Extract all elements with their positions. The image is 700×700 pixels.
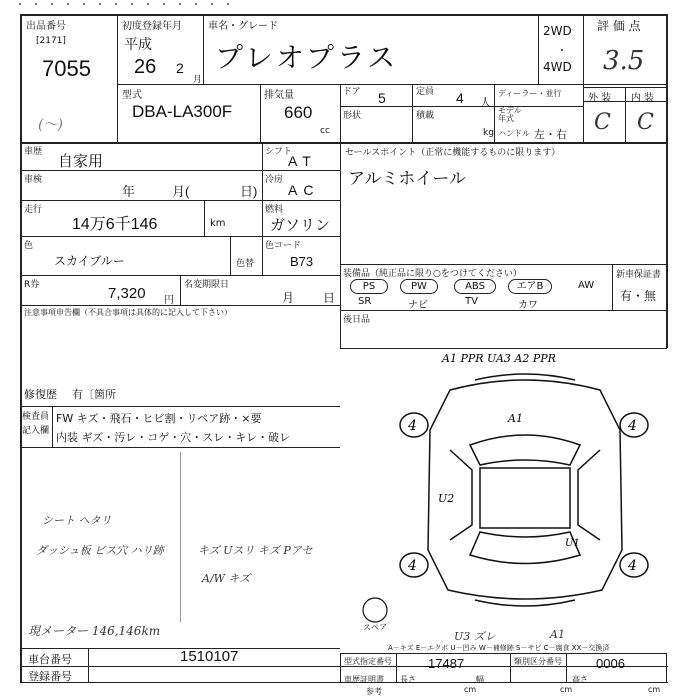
handle-label: ハンドル (498, 129, 530, 138)
paint-label: 色替 (236, 259, 255, 269)
registration-month-unit: 月 (193, 75, 203, 85)
model-cert-value: 17487 (428, 656, 465, 671)
handwritten-line3: キズ Uスリ キズ Pアセ (198, 544, 313, 557)
name-change-label: 名変期限日 (184, 280, 230, 290)
ref-width-unit: cm (560, 685, 573, 694)
drive-2wd: 2WD (543, 24, 572, 38)
ref-label: 参考 (366, 687, 382, 696)
repair-label: 修復歴 (24, 388, 57, 401)
model-label: 型式 (122, 90, 142, 101)
equipment-label: 装備品（純正品に限り○をつけてください） (343, 269, 522, 279)
model-year-label: モデル 年式 (498, 106, 522, 123)
capacity-value: 4 (456, 90, 464, 106)
diagram-u1: U1 (565, 538, 580, 549)
diagram-a1b-note: A1 (550, 628, 565, 641)
handwritten-line2: ダッシュ板 ビス穴 ハリ跡 (36, 544, 164, 557)
grade-label: 評 価 点 (597, 19, 641, 33)
spare-label: スペア (363, 623, 387, 632)
drive-4wd: 4WD (543, 60, 572, 74)
car-name-label: 車名・グレード (208, 21, 278, 32)
lot-sub: [2171] (36, 36, 66, 46)
repair-value: 有〔箇所 (72, 388, 116, 401)
load-unit: kg (483, 128, 494, 138)
equip-pw: PW (400, 279, 438, 294)
ref-height-unit: cm (648, 685, 661, 694)
inspection-year: 年 (122, 184, 136, 199)
dealer-label: ディーラー・並行 (498, 89, 562, 98)
inspector-label: 検査員 記入欄 (22, 412, 50, 436)
handle-value: 左・右 (534, 128, 567, 141)
registration-era: 平成 (124, 36, 152, 52)
capacity-label: 定員 (416, 87, 435, 97)
load-label: 積載 (416, 111, 435, 121)
color-value: スカイブルー (54, 254, 125, 268)
rear-label: 後日品 (343, 315, 371, 325)
top-strip: ・・・・・・・・・・・・・・ (15, 0, 239, 11)
diagram-a1: A1 (508, 412, 523, 425)
use-label: 車歴 (24, 147, 43, 157)
lot-number: 7055 (42, 56, 91, 81)
model-value: DBA-LA300F (132, 102, 233, 121)
fuel-label: 燃料 (265, 205, 284, 215)
name-change-day: 日 (323, 291, 336, 305)
r-ticket-label: R券 (24, 280, 40, 290)
inspection-month: 月( (172, 184, 190, 199)
ref-length: 長さ (400, 675, 416, 684)
warranty-label: 新車保証書 (616, 270, 662, 280)
tire-fr-mark: 4 (628, 418, 637, 434)
class-value: 0006 (596, 656, 625, 671)
color-label: 色 (24, 241, 34, 251)
mileage-label: 走行 (24, 205, 43, 215)
shift-label: シフト (265, 147, 293, 157)
chassis-value: 1510107 (180, 648, 239, 665)
grade-value: 3.5 (603, 46, 645, 76)
inspection-label: 車検 (24, 175, 43, 185)
doors-label: ドア (343, 87, 361, 97)
registration-label: 初度登録年月 (122, 21, 182, 32)
registration-year: 26 (134, 56, 157, 78)
mileage-unit: km (210, 218, 226, 229)
cooling-value: AC (288, 182, 320, 198)
equip-ps: PS (350, 279, 388, 294)
diagram-top-note: A1 PPR UA3 A2 PPR (442, 352, 556, 365)
equip-aw: AW (578, 280, 595, 291)
equip-airbag: エアB (508, 279, 552, 294)
sales-point-label: セールスポイント（正常に機能するものに限ります） (345, 148, 561, 158)
name-change-month: 月 (282, 291, 295, 305)
equip-tv: TV (465, 296, 478, 307)
r-ticket-value: 7,320 (108, 285, 146, 302)
ref-length-unit: cm (464, 685, 477, 694)
handwritten-line1: シート ヘタリ (42, 514, 112, 527)
ref-width: 幅 (476, 675, 484, 684)
interior-value: C (637, 110, 654, 135)
handwritten-line4: A/W キズ (202, 572, 251, 585)
exterior-value: C (594, 110, 611, 135)
tire-rr-mark: 4 (628, 558, 637, 574)
doors-value: 5 (378, 90, 386, 106)
equip-navi: ナビ (408, 300, 428, 311)
interior-label: 内 装 (631, 93, 655, 104)
handwritten-line5: 現メーター 146,146km (28, 624, 161, 638)
capacity-unit: 人 (480, 96, 491, 109)
mileage-value: 14万6千146 (72, 216, 158, 233)
tire-rl-mark: 4 (408, 558, 417, 574)
shift-value: AT (288, 153, 317, 169)
color-code-label: 色コード (265, 241, 302, 251)
fuel-value: ガソリン (270, 217, 331, 234)
class-label: 類別区分番号 (514, 657, 562, 666)
reg-number-label: 登録番号 (28, 670, 72, 683)
faint-mark: (〜) (38, 117, 63, 133)
chassis-label: 車台番号 (28, 653, 72, 666)
ref-height: 高さ (572, 675, 588, 684)
displacement-value: 660 (284, 103, 313, 122)
sales-point-value: アルミホイール (348, 169, 466, 188)
model-cert-label: 型式指定番号 (344, 657, 392, 666)
lot-label: 出品番号 (26, 21, 66, 32)
registration-month: 2 (176, 60, 184, 76)
displacement-unit: cc (320, 126, 330, 136)
diagram-u3-note: U3 ズレ (454, 630, 496, 643)
diagram-u2: U2 (438, 492, 455, 505)
use-value: 自家用 (58, 153, 104, 170)
damage-legend: A－キズ E－エクボ U－凹み W－補修跡 S－サビ C－腐食 XX－交換済 (388, 644, 610, 652)
equip-leather: カワ (518, 300, 538, 311)
cooling-label: 冷房 (265, 175, 284, 185)
car-name-value: プレオプラス (215, 41, 399, 74)
equip-abs: ABS (454, 279, 496, 294)
car-diagram (390, 350, 660, 620)
vehicle-cert-label: 車歴証明書 (344, 675, 384, 684)
drive-dot: ・ (557, 46, 567, 57)
tire-fl-mark: 4 (408, 418, 417, 434)
body-shape-label: 形状 (343, 111, 362, 121)
notes-label: 注意事項申告欄（不具合事項は具体的に記入して下さい） (24, 308, 232, 317)
r-ticket-unit: 円 (164, 295, 174, 306)
warranty-value: 有・無 (620, 289, 657, 303)
exterior-label: 外 装 (588, 93, 612, 104)
displacement-label: 排気量 (264, 90, 294, 101)
inspector-exterior: FW キズ・飛石・ヒビ割・リペア跡・×要 (56, 412, 262, 425)
inspector-interior: 内装 ギズ・汚レ・コゲ・穴・スレ・キレ・破レ (56, 431, 291, 444)
equip-sr: SR (358, 296, 372, 307)
inspection-day: 日) (240, 184, 258, 199)
color-code-value: B73 (290, 254, 314, 269)
